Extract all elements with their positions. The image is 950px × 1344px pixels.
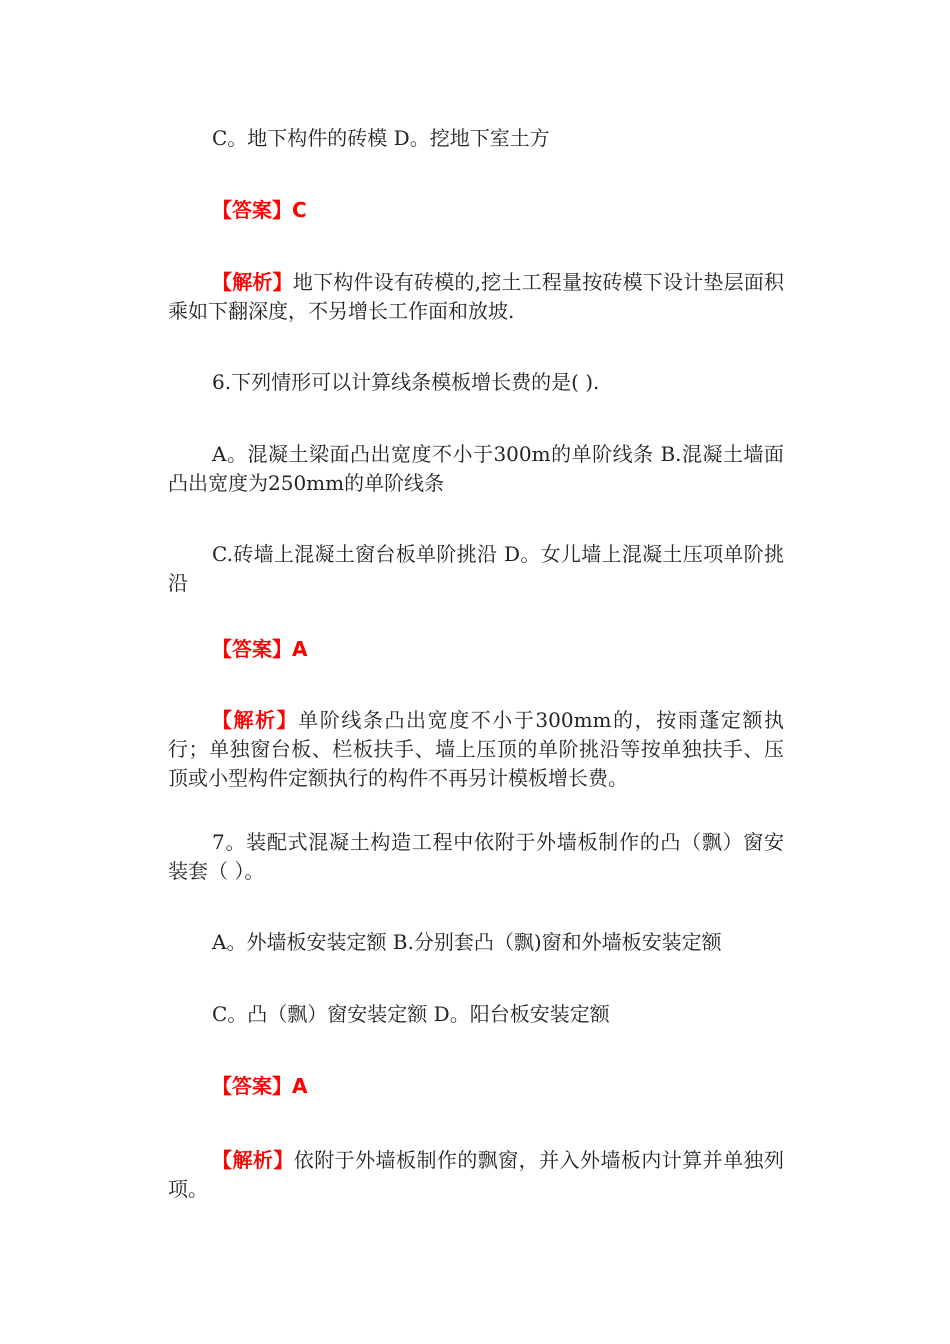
analysis-tag: 【解析】 bbox=[212, 1148, 294, 1172]
answer-tag: 【答案】 bbox=[212, 1074, 292, 1098]
q7-options-ab: A。外墙板安装定额 B.分别套凸（飘)窗和外墙板安装定额 bbox=[212, 930, 722, 954]
q6-options-cd: C.砖墙上混凝土窗台板单阶挑沿 D。女儿墙上混凝土压项单阶挑沿 bbox=[168, 542, 784, 595]
q7-question: 7。装配式混凝土构造工程中依附于外墙板制作的凸（飘）窗安装套（ ）。 bbox=[168, 830, 784, 883]
q5-options-cd: C。地下构件的砖模 D。挖地下室土方 bbox=[212, 126, 550, 150]
q5-answer bbox=[168, 196, 784, 225]
analysis-tag: 【解析】 bbox=[212, 270, 293, 294]
q6-question: 6.下列情形可以计算线条模板增长费的是( ). bbox=[212, 370, 600, 394]
answer-value: A bbox=[292, 637, 308, 661]
analysis-text: 单阶线条凸出宽度不小于300mm的，按雨蓬定额执行；单独窗台板、栏板扶手、墙上压顶的单阶挑沿等按单独扶手、压顶或小型构件定额执行的构件不再另计模板增长费。 bbox=[168, 708, 785, 790]
answer-tag: 【答案】 bbox=[212, 637, 292, 661]
q6-answer bbox=[168, 635, 784, 664]
q7-answer bbox=[168, 1072, 784, 1101]
answer-value: A bbox=[292, 1074, 308, 1098]
analysis-text: 依附于外墙板制作的飘窗，并入外墙板内计算并单独列项。 bbox=[168, 1148, 785, 1201]
q6-options-ab: A。混凝土梁面凸出宽度不小于300m的单阶线条 B.混凝土墙面凸出宽度为250mm的单阶线条 bbox=[168, 442, 784, 495]
q5-analysis bbox=[168, 268, 784, 326]
analysis-tag: 【解析】 bbox=[212, 708, 299, 732]
answer-tag: 【答案】 bbox=[212, 198, 292, 222]
q7-options-cd: C。凸（飘）窗安装定额 D。阳台板安装定额 bbox=[212, 1002, 610, 1026]
answer-value: C bbox=[292, 198, 307, 222]
analysis-text: 地下构件设有砖模的,挖土工程量按砖模下设计垫层面积乘如下翻深度，不另增长工作面和放坡. bbox=[168, 270, 785, 323]
q7-analysis bbox=[168, 1146, 784, 1204]
q6-analysis bbox=[168, 706, 784, 793]
